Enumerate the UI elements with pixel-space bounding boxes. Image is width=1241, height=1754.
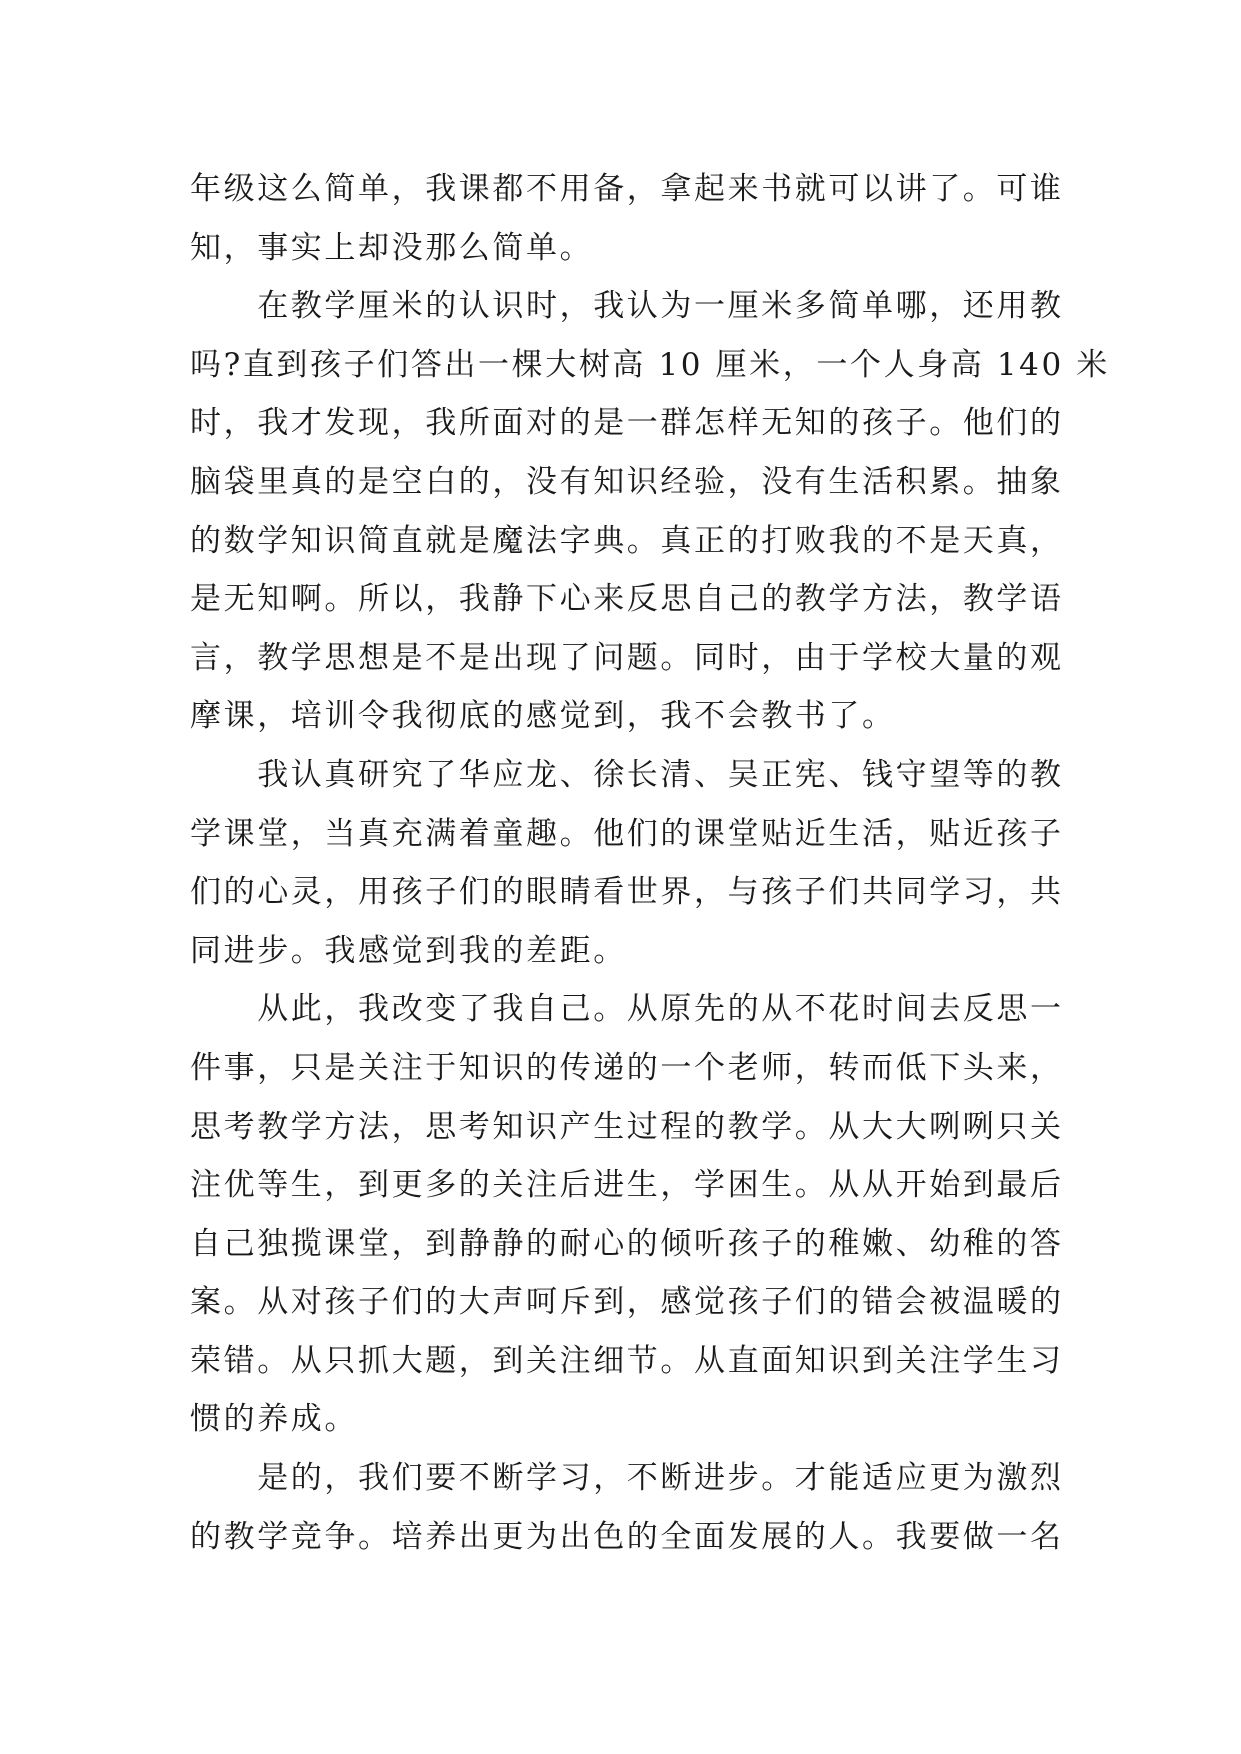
- text-line: 学课堂，当真充满着童趣。他们的课堂贴近生活，贴近孩子: [190, 815, 1064, 852]
- text-line: 的数学知识简直就是魔法字典。真正的打败我的不是天真，: [190, 522, 1064, 559]
- text-line: 从此，我改变了我自己。从原先的从不花时间去反思一: [190, 991, 1064, 1028]
- text-line: 在教学厘米的认识时，我认为一厘米多简单哪，还用教: [190, 288, 1064, 325]
- text-line: 惯的养成。: [190, 1401, 358, 1438]
- text-line: 是无知啊。所以，我静下心来反思自己的教学方法，教学语: [190, 581, 1064, 618]
- text-line: 荣错。从只抓大题，到关注细节。从直面知识到关注学生习: [190, 1342, 1064, 1379]
- text-line: 是的，我们要不断学习，不断进步。才能适应更为激烈: [190, 1460, 1064, 1497]
- body-text: [190, 160, 1110, 1566]
- text-line: 们的心灵，用孩子们的眼睛看世界，与孩子们共同学习，共: [190, 874, 1064, 911]
- text-line: 知，事实上却没那么简单。: [190, 229, 594, 266]
- text-line: 脑袋里真的是空白的，没有知识经验，没有生活积累。抽象: [190, 463, 1064, 500]
- text-line: 吗?直到孩子们答出一棵大树高 10 厘米，一个人身高 140 米: [190, 346, 1110, 383]
- text-line: 思考教学方法，思考知识产生过程的教学。从大大咧咧只关: [190, 1108, 1064, 1145]
- text-line: 的教学竞争。培养出更为出色的全面发展的人。我要做一名: [190, 1518, 1064, 1555]
- text-line: 摩课，培训令我彻底的感觉到，我不会教书了。: [190, 698, 896, 735]
- text-line: 案。从对孩子们的大声呵斥到，感觉孩子们的错会被温暖的: [190, 1284, 1064, 1321]
- text-line: 我认真研究了华应龙、徐长清、吴正宪、钱守望等的教: [190, 756, 1064, 793]
- text-line: 年级这么简单，我课都不用备，拿起来书就可以讲了。可谁: [190, 171, 1064, 207]
- text-line: 件事，只是关注于知识的传递的一个老师，转而低下头来，: [190, 1049, 1064, 1086]
- text-line: 同进步。我感觉到我的差距。: [190, 932, 627, 969]
- text-line: 时，我才发现，我所面对的是一群怎样无知的孩子。他们的: [190, 405, 1064, 442]
- text-line: 注优等生，到更多的关注后进生，学困生。从从开始到最后: [190, 1167, 1064, 1204]
- text-line: 自己独揽课堂，到静静的耐心的倾听孩子的稚嫩、幼稚的答: [190, 1225, 1064, 1262]
- text-line: 言，教学思想是不是出现了问题。同时，由于学校大量的观: [190, 639, 1064, 676]
